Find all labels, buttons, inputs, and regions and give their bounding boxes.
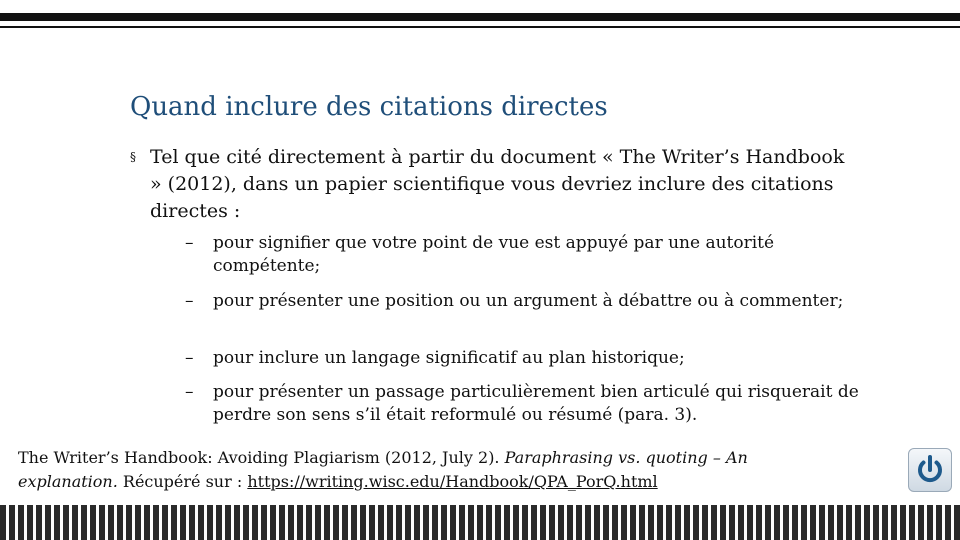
citation [18, 446, 818, 494]
citation-retrieved: Récupéré sur : [117, 472, 248, 491]
sub-bullet-text: pour inclure un langage significatif au plan historique; [213, 348, 685, 368]
dash-marker: – [185, 348, 194, 368]
sub-bullet-text: pour signifier que votre point de vue est appuyé par une autorité compétente; [213, 233, 775, 276]
citation-text: The Writer’s Handbook: Avoiding Plagiarism (2012, July 2). [18, 448, 505, 467]
top-border-line [0, 26, 960, 28]
dash-marker: – [185, 233, 194, 253]
bottom-border-stripes [0, 505, 960, 540]
citation-italic-title: Paraphrasing vs. quoting – An explanation. [18, 448, 748, 491]
dash-marker: – [185, 382, 194, 402]
dash-marker: – [185, 291, 194, 311]
sub-bullet-text: pour présenter un passage particulièrement bien articulé qui risquerait de perdre son sens s’il était reformulé ou résumé (para. 3). [213, 382, 859, 425]
citation-link[interactable]: https://writing.wisc.edu/Handbook/QPA_PorQ.html [247, 472, 658, 491]
bullet-marker: § [130, 150, 136, 164]
slide-title: Quand inclure des citations directes [130, 92, 608, 122]
top-border-bar [0, 13, 960, 21]
sub-bullet-text: pour présenter une position ou un argument à débattre ou à commenter; [213, 291, 844, 311]
bullet-text: Tel que cité directement à partir du document « The Writer’s Handbook » (2012), dans un papier scientifique vous devriez inclure des citations directes : [150, 146, 845, 222]
power-button[interactable] [908, 448, 952, 492]
